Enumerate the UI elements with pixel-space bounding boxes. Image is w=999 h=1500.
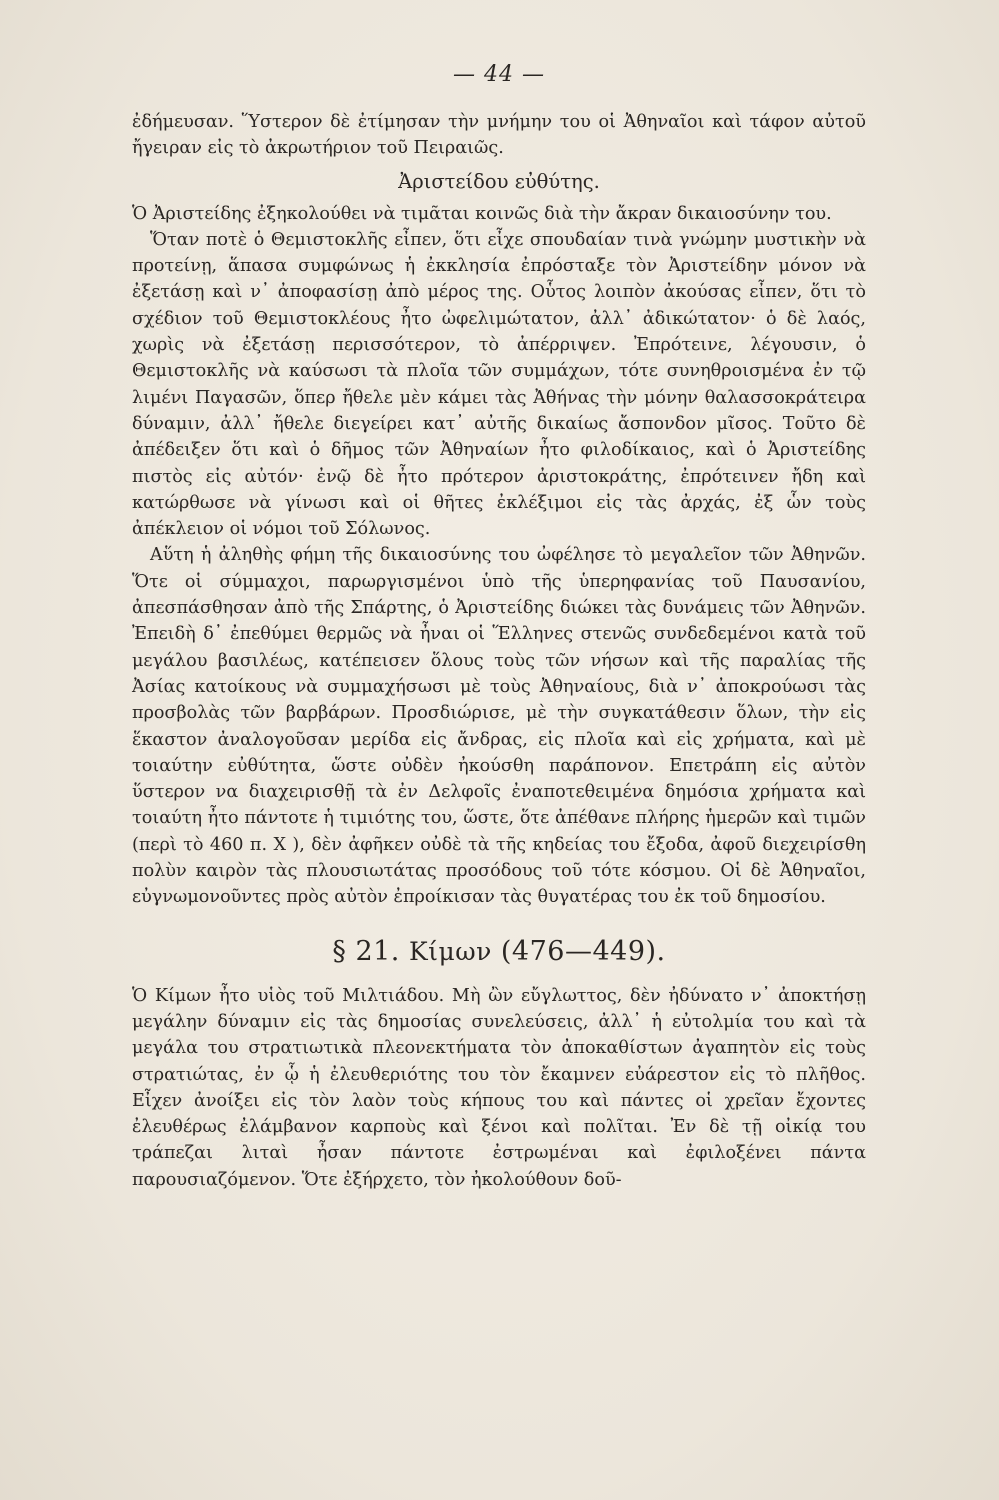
chapter-title: Κίμων (408, 936, 492, 966)
intro-paragraph: ἐδήμευσαν. Ὕστερον δὲ ἐτίμησαν τὴν μνήμην του οἱ Ἀθηναῖοι καὶ τάφον αὐτοῦ ἤγειραν εἰς τὸ ἀκρωτήριον τοῦ Πειραιῶς. (132, 112, 866, 159)
chapter-number: § 21. (332, 935, 400, 967)
page-content (132, 62, 866, 1193)
chapter-heading (132, 936, 866, 967)
paragraph-kimon: Ὁ Κίμων ἦτο υἱὸς τοῦ Μιλτιάδου. Μὴ ὢν εὔγλωττος, δὲν ἠδύνατο ν᾿ ἀποκτήσῃ μεγάλην δύναμιν εἰς τὰς δημοσίας συνελεύσεις, ἀλλ᾿ ἡ εὐτολμία του καὶ τὰ μεγάλα του στρατιωτικὰ πλεονεκτήματα τὸν ἀποκαθίστων ἀγαπητὸν εἰς τοὺς στρατιώτας, ἐν ᾧ ἡ ἐλευθεριότης του τὸν ἔκαμνεν εὐάρεστον εἰς τὸ πλῆθος. Εἶχεν ἀνοίξει εἰς τὸν λαὸν τοὺς κήπους του καὶ πάντες οἱ χρεῖαν ἔχοντες ἐλευθέρως ἐλάμβανον καρποὺς καὶ ξένοι καὶ πολῖται. Ἐν δὲ τῇ οἰκίᾳ του τράπεζαι λιταὶ ἦσαν πάντοτε ἐστρωμέναι καὶ ἐφιλοξένει πάντα παρουσιαζόμενον. Ὅτε ἐξήρχετο, τὸν ἠκολούθουν δοῦ- (132, 985, 866, 1190)
section-heading: Ἀριστείδου εὐθύτης. (398, 169, 600, 193)
paragraph-aristides-reputation: Αὕτη ἡ ἀληθὴς φήμη τῆς δικαιοσύνης του ὠφέλησε τὸ μεγαλεῖον τῶν Ἀθηνῶν. Ὅτε οἱ σύμμαχοι, παρωργισμένοι ὑπὸ τῆς ὑπερηφανίας τοῦ Παυσανίου, ἀπεσπάσθησαν ἀπὸ τῆς Σπάρτης, ὁ Ἀριστείδης διώκει τὰς δυνάμεις τῶν Ἀθηνῶν. Ἐπειδὴ δ᾿ ἐπεθύμει θερμῶς νὰ ἦναι οἱ Ἕλληνες στενῶς συνδεδεμένοι κατὰ τοῦ μεγάλου βασιλέως, κατέπεισεν ὅλους τοὺς τῶν νήσων καὶ τῆς παραλίας τῆς Ἀσίας κατοίκους νὰ συμμαχήσωσι μὲ τοὺς Ἀθηναίους, διὰ ν᾿ ἀποκρούωσι τὰς προσβολὰς τῶν βαρβάρων. Προσδιώρισε, μὲ τὴν συγκατάθεσιν ὅλων, τὴν εἰς ἕκαστον ἀναλογοῦσαν μερίδα εἰς ἄνδρας, εἰς πλοῖα καὶ εἰς χρήματα, καὶ μὲ τοιαύτην εὐθύτητα, ὥστε οὐδὲν ἠκούσθη παράπονον. Επετράπη εἰς αὐτὸν ὕστερον να διαχειρισθῇ τὰ ἐν Δελφοῖς ἐναποτεθειμένα δημόσια χρήματα καὶ τοιαύτη ἦτο πάντοτε ἡ τιμιότης του, ὥστε, ὅτε ἀπέθανε πλήρης ἡμερῶν καὶ τιμῶν (περὶ τὸ 460 π. Χ ), δὲν ἀφῆκεν οὐδὲ τὰ τῆς κηδείας του ἔξοδα, ἀφοῦ διεχειρίσθη πολὺν καιρὸν τὰς πλουσιωτάτας προσόδους τοῦ τότε κόσμου. Οἱ δὲ Ἀθηναῖοι, εὐγνωμονοῦντες πρὸς αὐτὸν ἐπροίκισαν τὰς θυγατέρας του ἐκ τοῦ δημοσίου. (132, 545, 866, 908)
paragraph-aristides-justice: Ὁ Ἀριστείδης ἐξηκολούθει νὰ τιμᾶται κοινῶς διὰ τὴν ἄκραν δικαιοσύνην του. (132, 203, 832, 224)
paragraph-themistocles-plan: Ὅταν ποτὲ ὁ Θεμιστοκλῆς εἶπεν, ὅτι εἶχε σπουδαίαν τινὰ γνώμην μυστικὴν νὰ προτείνῃ, ἅπασα συμφώνως ἡ ἐκκλησία ἐπρόσταξε τὸν Ἀριστείδην μόνον νὰ ἐξετάσῃ καὶ ν᾿ ἀποφασίσῃ ἀπὸ μέρος της. Οὗτος λοιπὸν ἀκούσας εἶπεν, ὅτι τὸ σχέδιον τοῦ Θεμιστοκλέους ἦτο ὠφελιμώτατον, ἀλλ᾿ ἀδικώτατον· ὁ δὲ λαός, χωρὶς νὰ ἐξετάσῃ περισσότερον, τὸ ἀπέρριψεν. Ἐπρότεινε, λέγουσιν, ὁ Θεμιστοκλῆς νὰ καύσωσι τὰ πλοῖα τῶν συμμάχων, τότε συνηθροισμένα ἐν τῷ λιμένι Παγασῶν, ὅπερ ἤθελε μὲν κάμει τὰς Ἀθήνας τὴν μόνην θαλασσοκράτειρα δύναμιν, ἀλλ᾿ ἤθελε διεγείρει κατ᾿ αὐτῆς δικαίως ἄσπονδον μῖσος. Τοῦτο δὲ ἀπέδειξεν ὅτι καὶ ὁ δῆμος τῶν Ἀθηναίων ἦτο φιλοδίκαιος, καὶ ὁ Ἀριστείδης πιστὸς εἰς αὐτόν· ἐνῷ δὲ ἦτο πρότερον ἀριστοκράτης, ἐπρότεινεν ἤδη καὶ κατώρθωσε νὰ γίνωσι καὶ οἱ θῆτες ἐκλέξιμοι εἰς τὰς ἀρχάς, ἐξ ὧν τοὺς ἀπέκλειον οἱ νόμοι τοῦ Σόλωνος. (132, 229, 866, 540)
page-number: — 44 — (453, 62, 545, 87)
chapter-dates: (476—449). (500, 935, 666, 967)
